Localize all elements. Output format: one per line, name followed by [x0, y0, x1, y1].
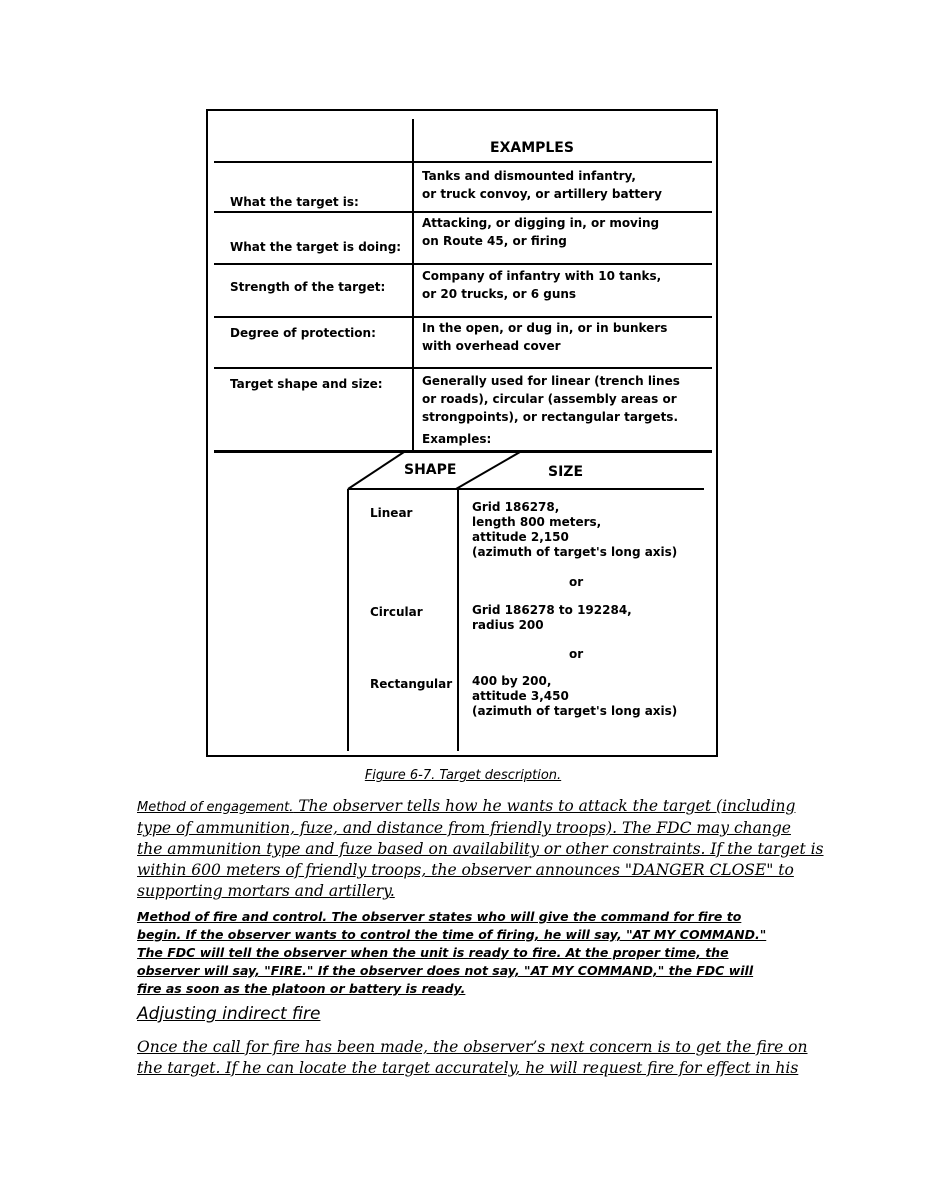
row-example: Generally used for linear (trench lines — [422, 374, 680, 388]
size-line: Grid 186278, — [472, 500, 560, 514]
shape-size-diagram-lines — [208, 111, 716, 759]
or-separator: or — [569, 575, 584, 589]
size-line: radius 200 — [472, 618, 544, 632]
adjusting-fire-paragraph — [137, 1037, 808, 1079]
method-of-fire-paragraph — [137, 908, 797, 998]
row-label: What the target is doing: — [230, 240, 402, 254]
shape-name-circular: Circular — [370, 605, 423, 619]
shape-name-linear: Linear — [370, 506, 413, 520]
method-of-engagement-paragraph — [137, 796, 824, 902]
row-example: on Route 45, or firing — [422, 234, 567, 248]
figure-caption: Figure 6-7. Target description. — [364, 768, 562, 783]
paragraph-line: Method of fire and control. The observer states who will give the command for fire to — [137, 909, 742, 924]
paragraph-line: the ammunition type and fuze based on availability or other constraints. If the target is — [137, 840, 824, 858]
row-example: strongpoints), or rectangular targets. — [422, 410, 679, 424]
row-label: What the target is: — [230, 195, 359, 209]
or-separator: or — [569, 647, 584, 661]
examples-header: EXAMPLES — [490, 140, 574, 156]
paragraph-line: supporting mortars and artillery. — [137, 882, 395, 900]
shape-name-rectangular: Rectangular — [370, 677, 453, 691]
row-example: or truck convoy, or artillery battery — [422, 187, 662, 201]
size-line: (azimuth of target's long axis) — [472, 545, 678, 559]
size-line: Grid 186278 to 192284, — [472, 603, 632, 617]
shape-header: SHAPE — [404, 462, 457, 478]
paragraph-line: the target. If he can locate the target accurately, he will request fire for effect in his — [137, 1059, 799, 1077]
paragraph-line: observer will say, "FIRE." If the observer does not say, "AT MY COMMAND," the FDC will — [137, 963, 754, 978]
target-description-figure — [206, 109, 718, 757]
paragraph-line: begin. If the observer wants to control the time of firing, he will say, "AT MY COMMAND." — [137, 927, 767, 942]
row-label: Target shape and size: — [230, 377, 383, 391]
row-example: Examples: — [422, 432, 492, 446]
row-example: Tanks and dismounted infantry, — [422, 169, 636, 183]
paragraph-line: Once the call for fire has been made, the observer’s next concern is to get the fire on — [137, 1038, 808, 1056]
row-label: Strength of the target: — [230, 280, 386, 294]
row-example: or roads), circular (assembly areas or — [422, 392, 677, 406]
size-line: attitude 3,450 — [472, 689, 569, 703]
section-heading: Adjusting indirect fire — [137, 1004, 321, 1024]
row-example: with overhead cover — [422, 339, 561, 353]
paragraph-line: Method of engagement. The observer tells how he wants to attack the target (including — [137, 797, 796, 815]
size-line: (azimuth of target's long axis) — [472, 704, 678, 718]
paragraph-lead: Method of engagement. — [137, 800, 294, 815]
paragraph-line: The FDC will tell the observer when the unit is ready to fire. At the proper time, the — [137, 945, 729, 960]
size-line: length 800 meters, — [472, 515, 602, 529]
row-example: or 20 trucks, or 6 guns — [422, 287, 577, 301]
row-example: In the open, or dug in, or in bunkers — [422, 321, 668, 335]
paragraph-line: type of ammunition, fuze, and distance from friendly troops). The FDC may change — [137, 819, 791, 837]
row-example: Company of infantry with 10 tanks, — [422, 269, 662, 283]
paragraph-line: fire as soon as the platoon or battery is ready. — [137, 981, 466, 996]
row-example: Attacking, or digging in, or moving — [422, 216, 660, 230]
size-header: SIZE — [548, 464, 584, 480]
size-line: 400 by 200, — [472, 674, 552, 688]
row-label: Degree of protection: — [230, 326, 376, 340]
size-line: attitude 2,150 — [472, 530, 569, 544]
paragraph-line: within 600 meters of friendly troops, the observer announces "DANGER CLOSE" to — [137, 861, 794, 879]
